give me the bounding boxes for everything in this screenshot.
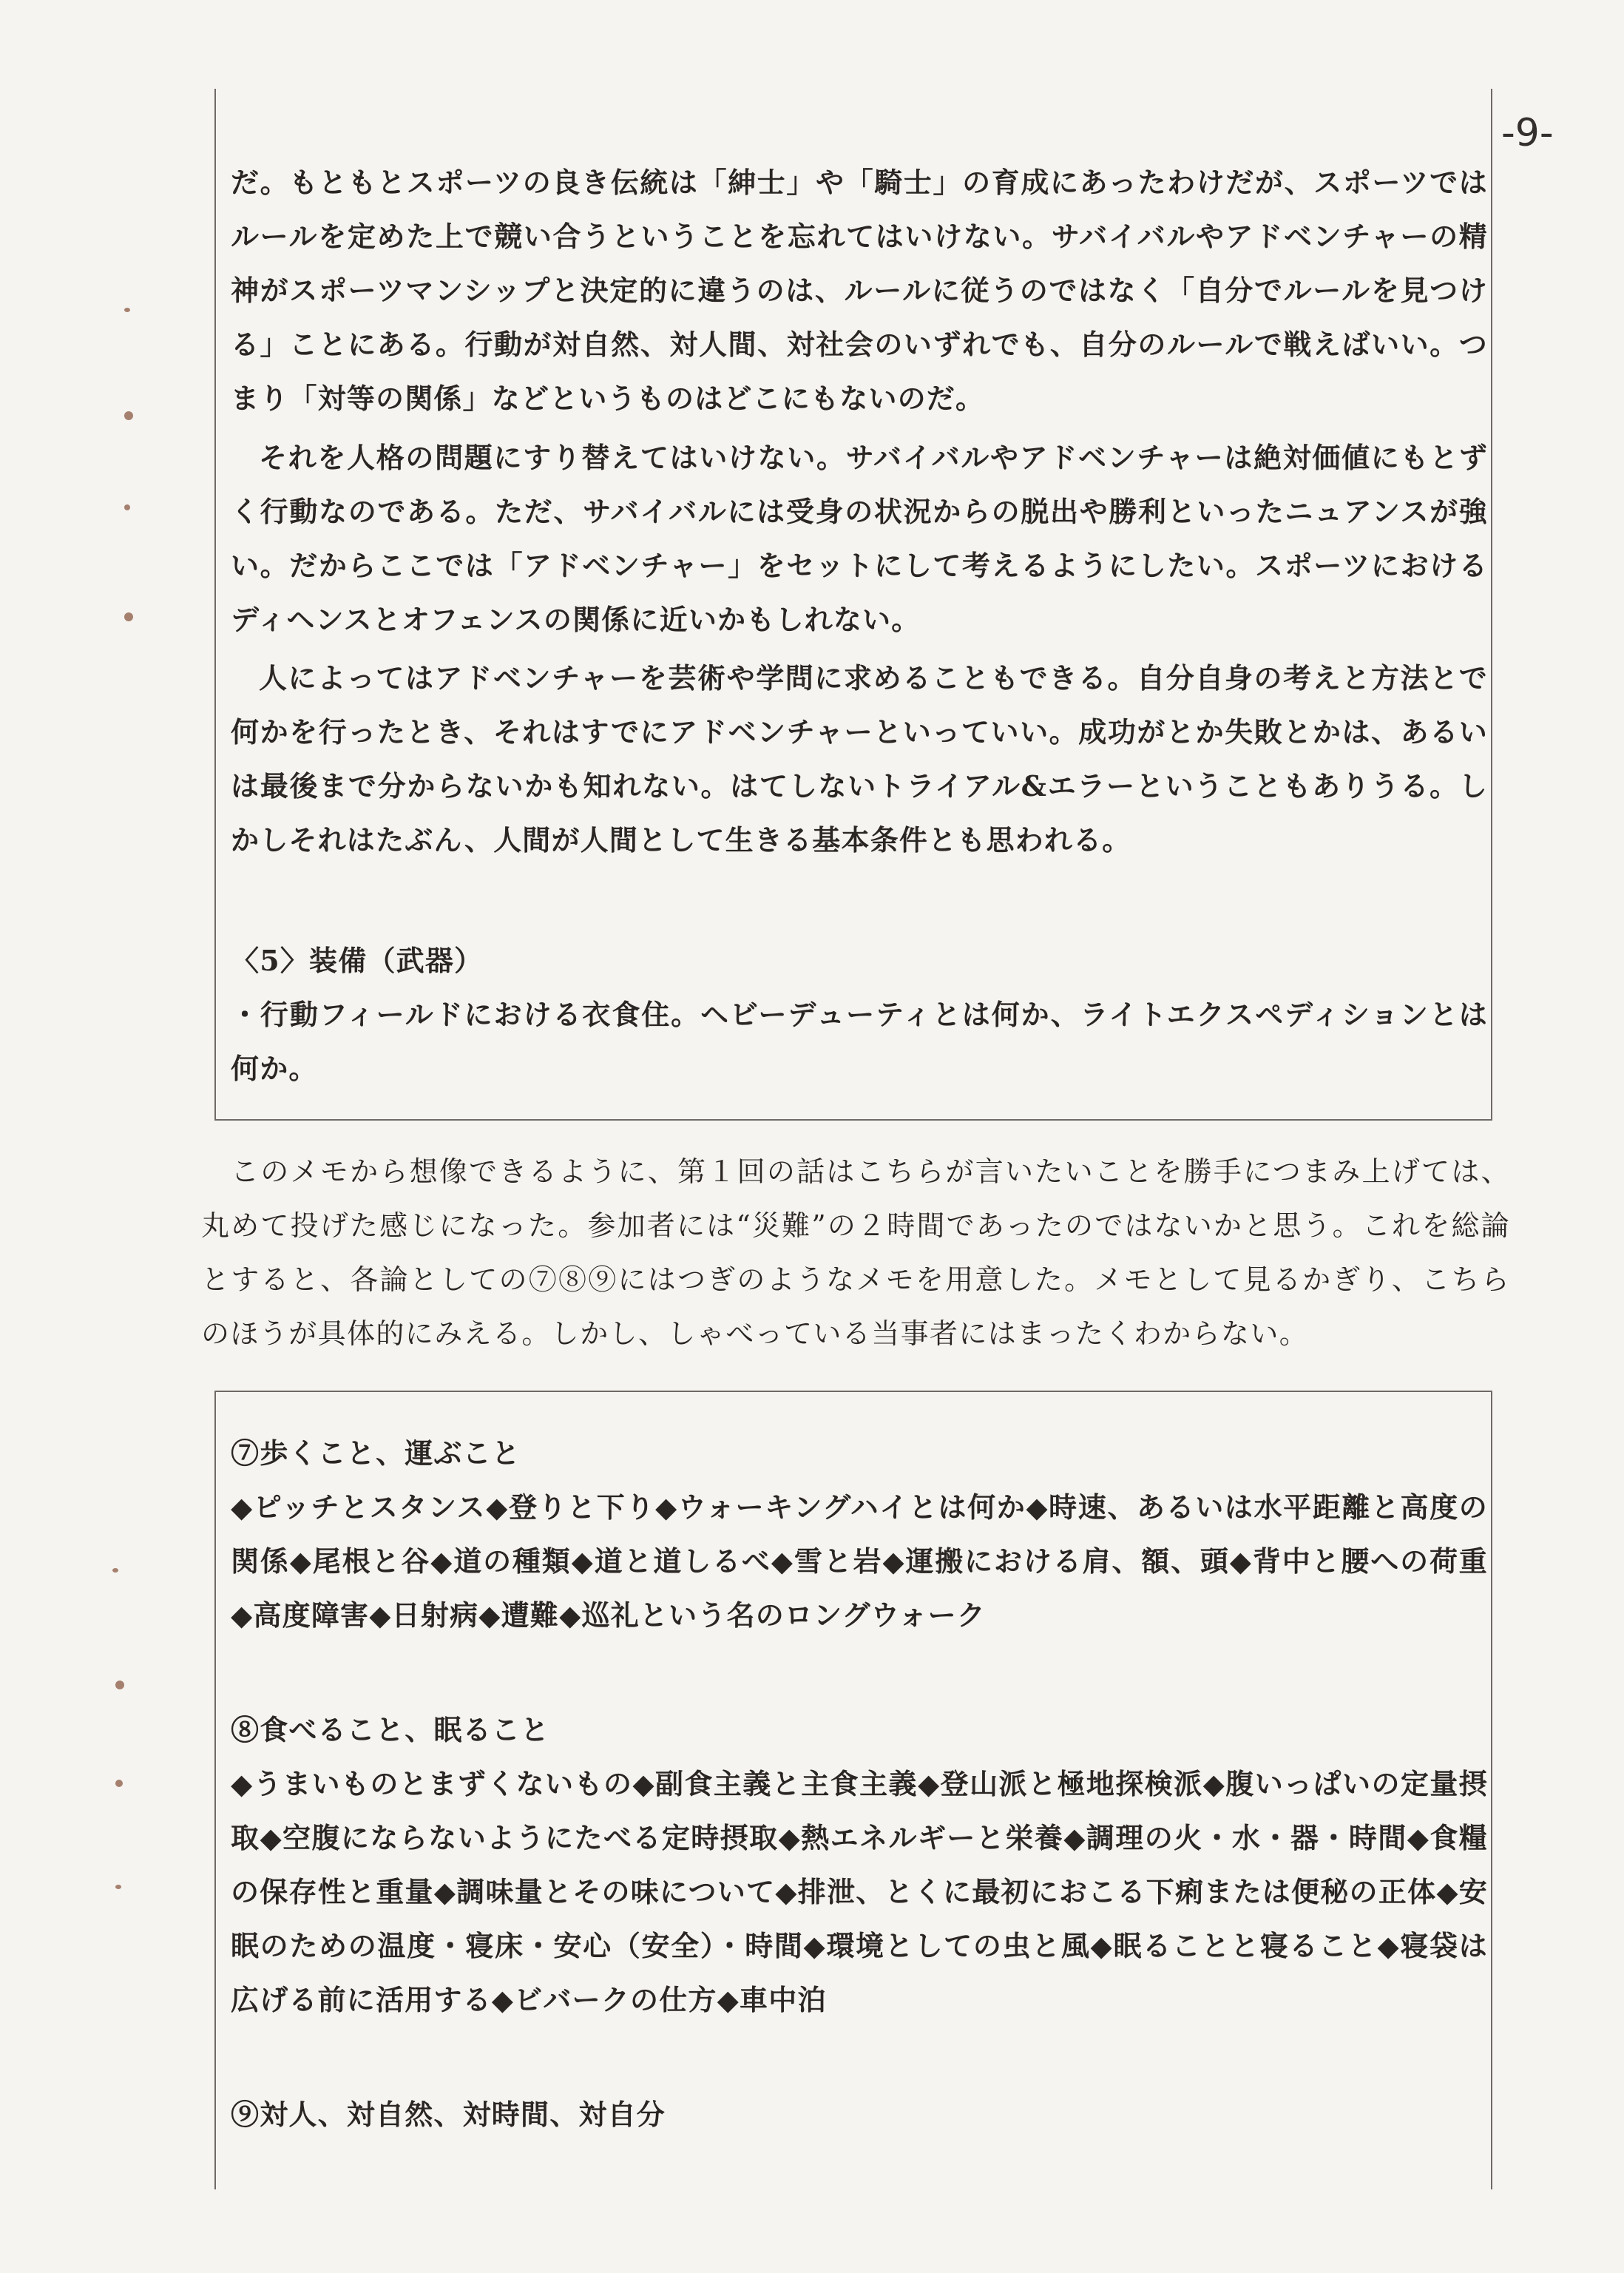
memo-paragraph-3: 人によってはアドベンチャーを芸術や学問に求めることもできる。自分自身の考えと方法とで何かを行ったとき、それはすでにアドベンチャーといっていい。成功がとか失敗とかは、あるいは最後まで分からないかも知れない。はてしないトライアル&エラーということもありうる。しかしそれはたぶん、人間が人間として生きる基本条件とも思われる。 bbox=[231, 661, 1488, 857]
page-number: -9- bbox=[1501, 111, 1554, 155]
body-paragraph: このメモから想像できるように、第１回の話はこちらが言いたいことを勝手につまみ上げては、丸めて投げた感じになった。参加者には“災難”の２時間であったのではないかと思う。これを総論とすると、各論としての⑦⑧⑨にはつぎのようなメモを用意した。メモとして見るかぎり、こちらのほうが具体的にみえる。しかし、しゃべっている当事者にはまったくわからない。 bbox=[201, 1155, 1510, 1350]
memo-paragraph-2: それを人格の問題にすり替えてはいけない。サバイバルやアドベンチャーは絶対価値にもとずく行動なのである。ただ、サバイバルには受身の状況からの脱出や勝利といったニュアンスが強い。だからここでは「アドベンチャー」をセットにして考えるようにしたい。スポーツにおけるディヘンスとオフェンスの関係に近いかもしれない。 bbox=[231, 441, 1488, 636]
punch-hole-mark bbox=[124, 612, 133, 621]
item-7-body: ◆ピッチとスタンス◆登りと下り◆ウォーキングハイとは何か◆時速、あるいは水平距離と高度の関係◆尾根と谷◆道の種類◆道と道しるべ◆雪と岩◆運搬における肩、額、頭◆背中と腰への荷重◆高度障害◆日射病◆遭難◆巡礼という名のロングウォーク bbox=[231, 1490, 1488, 1632]
item-8-heading: ⑧食べること、眠ること bbox=[231, 1713, 550, 1746]
punch-hole-mark bbox=[115, 1681, 124, 1689]
punch-hole-mark bbox=[115, 1780, 123, 1787]
punch-hole-mark bbox=[115, 1885, 121, 1889]
item-9-heading: ⑨対人、対自然、対時間、対自分 bbox=[231, 2098, 666, 2131]
memo-paragraph-1: だ。もともとスポーツの良き伝統は「紳士」や「騎士」の育成にあったわけだが、スポーツではルールを定めた上で競い合うということを忘れてはいけない。サバイバルやアドベンチャーの精神がスポーツマンシップと決定的に違うのは、ルールに従うのではなく「自分でルールを見つける」ことにある。行動が対自然、対人間、対社会のいずれでも、自分のルールで戦えばいい。つまり「対等の関係」などというものはどこにもないのだ。 bbox=[231, 166, 1488, 415]
punch-hole-mark bbox=[112, 1568, 118, 1573]
item-7-heading: ⑦歩くこと、運ぶこと bbox=[231, 1436, 521, 1470]
section-5-heading: 〈5〉装備（武器） bbox=[231, 944, 484, 977]
item-8-body: ◆うまいものとまずくないもの◆副食主義と主食主義◆登山派と極地探検派◆腹いっぱいの定量摂取◆空腹にならないようにたべる定時摂取◆熱エネルギーと栄養◆調理の火・水・器・時間◆食糧の保存性と重量◆調味量とその味について◆排泄、とくに最初におこる下痢または便秘の正体◆安眠のための温度・寝床・安心（安全）・時間◆環境としての虫と風◆眠ることと寝ること◆寝袋は広げる前に活用する◆ビバークの仕方◆車中泊 bbox=[231, 1767, 1488, 2016]
punch-hole-mark bbox=[124, 411, 133, 420]
punch-hole-mark bbox=[124, 504, 130, 510]
punch-hole-mark bbox=[124, 308, 130, 312]
section-5-body: ・行動フィールドにおける衣食住。ヘビーデューティとは何か、ライトエクスペディションとは何か。 bbox=[231, 998, 1488, 1085]
